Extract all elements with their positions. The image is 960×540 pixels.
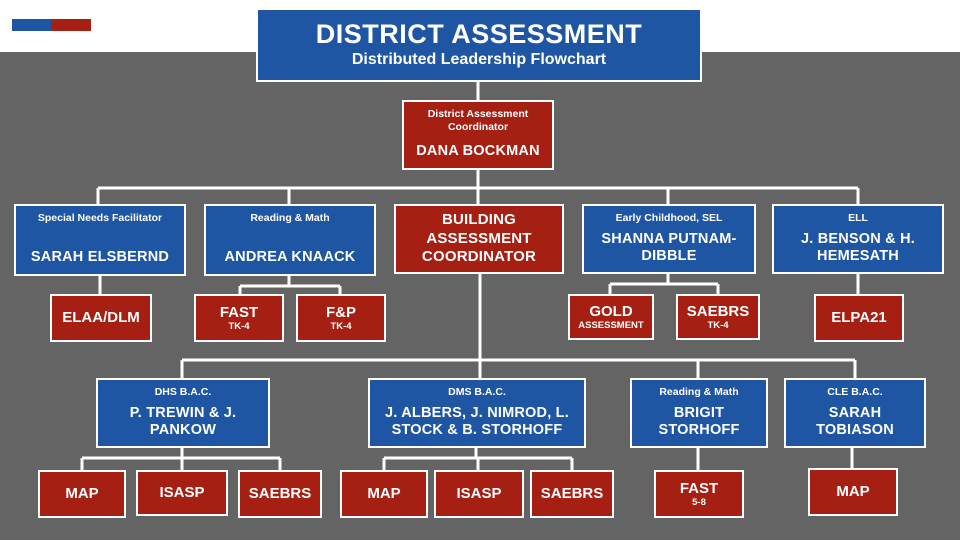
test-name: FAST bbox=[219, 303, 259, 321]
early-childhood-box bbox=[582, 204, 756, 274]
person-name: BRIGIT STORHOFF bbox=[658, 405, 740, 439]
coordinator-name: DANA BOCKMAN bbox=[416, 142, 540, 159]
test-box-saebrs-dms bbox=[530, 470, 614, 518]
test-box-map-dms bbox=[340, 470, 428, 518]
person-name: J. ALBERS, J. NIMROD, L. STOCK & B. STORHOFF bbox=[385, 405, 569, 439]
role-label: Special Needs Facilitator bbox=[37, 212, 163, 224]
test-box-map-cle bbox=[808, 468, 898, 516]
test-name: GOLD bbox=[589, 302, 633, 320]
person-name: ANDREA KNAACK bbox=[224, 248, 356, 265]
test-box-fast-5-8 bbox=[654, 470, 744, 518]
test-name: F&P bbox=[326, 303, 356, 321]
test-name: ISASP bbox=[456, 485, 502, 503]
role-label: Reading & Math bbox=[659, 386, 739, 398]
test-name: ELAA/DLM bbox=[62, 309, 140, 327]
test-box-saebrs-dhs bbox=[238, 470, 322, 518]
test-grade: TK-4 bbox=[707, 320, 729, 332]
district-coordinator-box bbox=[402, 100, 554, 170]
test-name: SAEBRS bbox=[248, 485, 312, 503]
test-name: MAP bbox=[367, 485, 401, 503]
page-subtitle: Distributed Leadership Flowchart bbox=[351, 50, 607, 68]
building-assessment-coordinator-box bbox=[394, 204, 564, 274]
page-title: DISTRICT ASSESSMENT bbox=[315, 19, 643, 50]
test-grade: 5-8 bbox=[692, 497, 706, 509]
test-box-elaa-dlm bbox=[50, 294, 152, 342]
ell-box bbox=[772, 204, 944, 274]
test-box-isasp-dms bbox=[434, 470, 524, 518]
test-name: ELPA21 bbox=[831, 309, 887, 327]
test-name: MAP bbox=[65, 485, 99, 503]
test-box-saebrs bbox=[676, 294, 760, 340]
test-name: SAEBRS bbox=[686, 302, 750, 320]
person-name: SARAH TOBIASON bbox=[816, 405, 894, 439]
building-coordinator-label: BUILDING ASSESSMENT COORDINATOR bbox=[421, 210, 537, 266]
role-label: Early Childhood, SEL bbox=[615, 212, 723, 224]
test-name: FAST bbox=[679, 479, 719, 497]
cle-bac-box bbox=[784, 378, 926, 448]
person-name: P. TREWIN & J. PANKOW bbox=[129, 405, 237, 439]
role-label: Reading & Math bbox=[250, 212, 330, 224]
test-box-elpa21 bbox=[814, 294, 904, 342]
test-box-gold bbox=[568, 294, 654, 340]
role-label: DHS B.A.C. bbox=[154, 386, 212, 398]
test-name: SAEBRS bbox=[540, 485, 604, 503]
test-name: ISASP bbox=[159, 484, 205, 502]
person-name: SHANNA PUTNAM-DIBBLE bbox=[601, 231, 737, 265]
test-box-isasp-dhs bbox=[136, 470, 228, 516]
test-grade: TK-4 bbox=[330, 321, 352, 333]
test-box-fp bbox=[296, 294, 386, 342]
test-box-map-dhs bbox=[38, 470, 126, 518]
test-grade: TK-4 bbox=[228, 321, 250, 333]
reading-math-level2-box bbox=[630, 378, 768, 448]
role-label: ELL bbox=[848, 212, 868, 224]
role-label: CLE B.A.C. bbox=[827, 386, 883, 398]
test-grade: ASSESSMENT bbox=[578, 320, 644, 332]
test-name: MAP bbox=[836, 483, 870, 501]
title-box bbox=[256, 8, 702, 82]
special-needs-facilitator-box bbox=[14, 204, 186, 276]
dhs-bac-box bbox=[96, 378, 270, 448]
test-box-fast bbox=[194, 294, 284, 342]
person-name: SARAH ELSBERND bbox=[30, 248, 170, 265]
reading-math-box bbox=[204, 204, 376, 276]
role-label: DMS B.A.C. bbox=[448, 386, 506, 398]
dms-bac-box bbox=[368, 378, 586, 448]
person-name: J. BENSON & H. HEMESATH bbox=[801, 231, 915, 265]
coordinator-role: District Assessment Coordinator bbox=[427, 108, 529, 134]
